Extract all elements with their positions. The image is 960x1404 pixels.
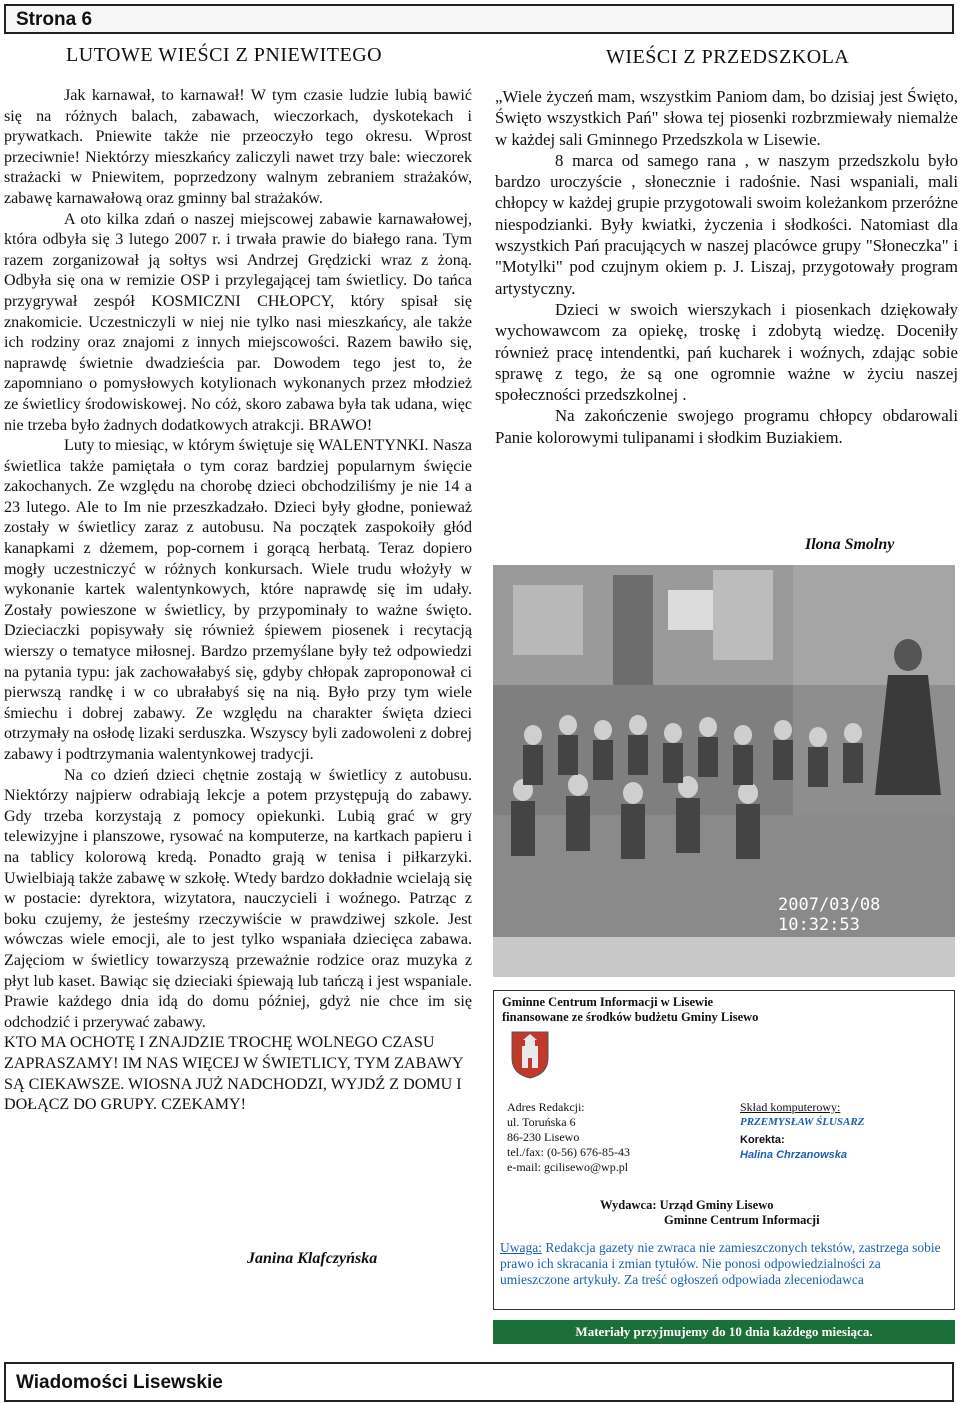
editorial-address: Adres Redakcji: ul. Toruńska 6 86-230 Lisewo tel./fax: (0-56) 676-85-43 e-mail: gcilisewo@wp.pl xyxy=(507,1100,630,1174)
left-paragraph: Jak karnawał, to karnawał! W tym czasie ludzie lubią bawić się na różnych balach, zabawach, wieczorkach, dyskotekach i prywatkach. Pniewite także nie przeoczyło tego okresu. Wprost przeciwnie! Niektórzy mieszkańcy zaliczyli nawet trzy bale: wieczorek strażacki w Pniewitem, poprzedzony walnym zebraniem strażaków, zabawę karnawałową oraz gminny bal strażaków. xyxy=(4,87,472,207)
right-article-title: WIEŚCI Z PRZEDSZKOLA xyxy=(606,46,850,68)
left-article-body xyxy=(4,86,472,1116)
page-number: Strona 6 xyxy=(16,9,93,30)
editorial-notice: Uwaga: Redakcja gazety nie zwraca nie zamieszczonych tekstów, zastrzega sobie prawo ich skracania i zmian tytułów. Nie ponosi odpowiedzialności za umieszczone artykuły. Za treść ogłoszeń odpowiada zleceniodawca xyxy=(500,1240,941,1287)
photo-timestamp: 2007/03/08 10:32:53 xyxy=(778,895,881,935)
left-paragraph: A oto kilka zdań o naszej miejscowej zabawie karnawałowej, która odbyła się 3 lutego 2007 r. i trwała prawie do białego rana. Tym razem zorganizował ją sołtys wsi Andrzej Grędzicki wraz z żoną. Odbyła się ona w remizie OSP i przylegającej tam świetlicy. Do tańca przygrywał zespół KOSMICZNI CHŁOPCY, który spisał się znakomicie. Uczestniczyli w niej nie tylko nasi mieszkańcy, ale także ich rodziny oraz znajomi z innych miejscowości. Razem bawiło się, naprawdę świetnie dwadzieścia par. Dowodem tego jest to, że zapomniano o pomysłowych kotylionach wykonanych przez młodzież ze świetlicy środowiskowej. No cóż, skoro zabawa była tak udana, więc nie trzeba było żadnych dodatkowych atrakcji. BRAWO! xyxy=(4,210,472,434)
kindergarten-photo xyxy=(493,565,955,937)
photo-illustration xyxy=(493,565,955,937)
publication-name: Wiadomości Lisewskie xyxy=(16,1372,223,1393)
right-article-body xyxy=(495,86,958,448)
left-paragraph: Luty to miesiąc, w którym świętuje się WALENTYNKI. Nasza świetlica także pamiętała o tym coraz bardziej popularnym święcie zakochanych. Ze względu na chorobę dzieci obchodziliśmy je nie 14 a 23 lutego. Ale to Im nie przeszkadzało. Dzieci były głodne, ponieważ zostały w świetlicy zaraz z autobusu. Na początek zaspokoiły głód kanapkami z dżemem, pop-cornem i gorącą herbatą. Teraz dopiero mogły uczestniczyć w różnych konkursach. Wiele trudu włożyły w wykonanie kartek walentynkowych, które naprawdę się im udały. Zostały powieszone w świetlicy, by przypominały to ważne święto. Dzieciaczki popisywały się również śpiewem piosenek i recytacją wierszy o tematyce miłosnej. Bardzo przemyślane były też odpowiedzi na pytania typu: jak zachowałabyś się, gdyby chłopak zaproponował ci pierwszą randkę i w co ubrałabyś się na nią. Było przy tym wiele śmiechu i dobrej zabawy. Ze względu na charakter święta dzieci otrzymały na osłodę lizaki serduszka. Wszyscy byli zadowoleni z dobrej zabawy i podtrzymania walentynkowej tradycji. xyxy=(4,437,472,763)
left-paragraph: KTO MA OCHOTĘ I ZNAJDZIE TROCHĘ WOLNEGO CZASU ZAPRASZAMY! IM NAS WIĘCEJ W ŚWIETLICY, TYM ZABAWY SĄ CIEKAWSZE. WIOSNA JUŻ NADCHODZI, WYJDŹ Z DOMU I DOŁĄCZ DO GRUPY. CZEKAMY! xyxy=(4,1034,463,1114)
editorial-credits: Skład komputerowy: PRZEMYSŁAW ŚLUSARZ Korekta: Halina Chrzanowska xyxy=(740,1100,865,1161)
left-paragraph: Na co dzień dzieci chętnie zostają w świetlicy z autobusu. Niektórzy najpierw odrabiają lekcje a potem przystępują do zabawy. Gdy trzeba korzystają z pomocy opiekunki. Lubią grać w gry telewizyjne i planszowe, rysować na komputerze, na kartkach papieru i na tablicy kolorową kredą. Ponadto grają w tenisa i piłkarzyki. Uwielbiają także zabawę w szkołę. Wtedy bardzo dokładnie wcielają się w postacie: dyrektora, wizytatora, nauczycieli i woźnego. Patrząc z boku czujemy, że jesteśmy rzeczywiście w prawdziwej szkole. Jest wówczas wiele emocji, ale to jest tylko wspaniała dziecięca zabawa. Zajęciom w świetlicy towarzyszą przeważnie rodzice oraz muzyka z płyt lub kaset. Bawiąc się dzieciaki śpiewają lub tańczą i jest wspaniale. Prawie każdego dnia idą do domu później, gdyż nie chce im się odchodzić i przerywać zabawy. xyxy=(4,766,472,1031)
page-header xyxy=(4,4,954,34)
editorial-publisher: Wydawca: Urząd Gminy Lisewo Gminne Centrum Informacji xyxy=(600,1198,820,1227)
editorial-title: Gminne Centrum Informacji w Lisewie finansowane ze środków budżetu Gminy Lisewo xyxy=(502,995,759,1024)
right-paragraph: 8 marca od samego rana , w naszym przedszkolu było bardzo uroczyście , słonecznie i radośnie. Nasi wspaniali, mali chłopcy w każdej grupie przygotowali swoim koleżankom przeróżne niespodzianki. Były kwiatki, życzenia i słodkości. Natomiast dla wszystkich Pań pracujących w naszej placówce grupy "Słoneczka" i "Motylki" pod czujnym okiem p. J. Liszaj, przygotowały program artystyczny. xyxy=(495,150,958,298)
right-paragraph: Na zakończenie swojego programu chłopcy obdarowali Panie kolorowymi tulipanami i słodkim Buziakiem. xyxy=(495,406,958,447)
page-footer xyxy=(4,1362,954,1402)
submission-deadline-note: Materiały przyjmujemy do 10 dnia każdego miesiąca. xyxy=(493,1320,955,1344)
right-signature: Ilona Smolny xyxy=(805,536,895,553)
left-article-title: LUTOWE WIEŚCI Z PNIEWITEGO xyxy=(66,44,383,66)
photo-caption-strip xyxy=(493,937,955,977)
right-paragraph: Dzieci w swoich wierszykach i piosenkach dziękowały wychowawcom za opiekę, troskę i zdobytą wiedzę. Doceniły również pracę intendentki, pań kucharek i woźnych, zdając sobie sprawę z tego, że są one ogromnie ważne w życiu naszej społeczności przedszkolnej . xyxy=(495,299,958,405)
lisewo-crest-icon xyxy=(510,1030,550,1080)
right-paragraph: „Wiele życzeń mam, wszystkim Paniom dam, bo dzisiaj jest Święto, Święto wszystkich Pań" słowa tej piosenki rozbrzmiewały niemalże w każdej sali Gminnego Przedszkola w Lisewie. xyxy=(495,87,958,149)
left-signature: Janina Klafczyńska xyxy=(247,1250,378,1267)
